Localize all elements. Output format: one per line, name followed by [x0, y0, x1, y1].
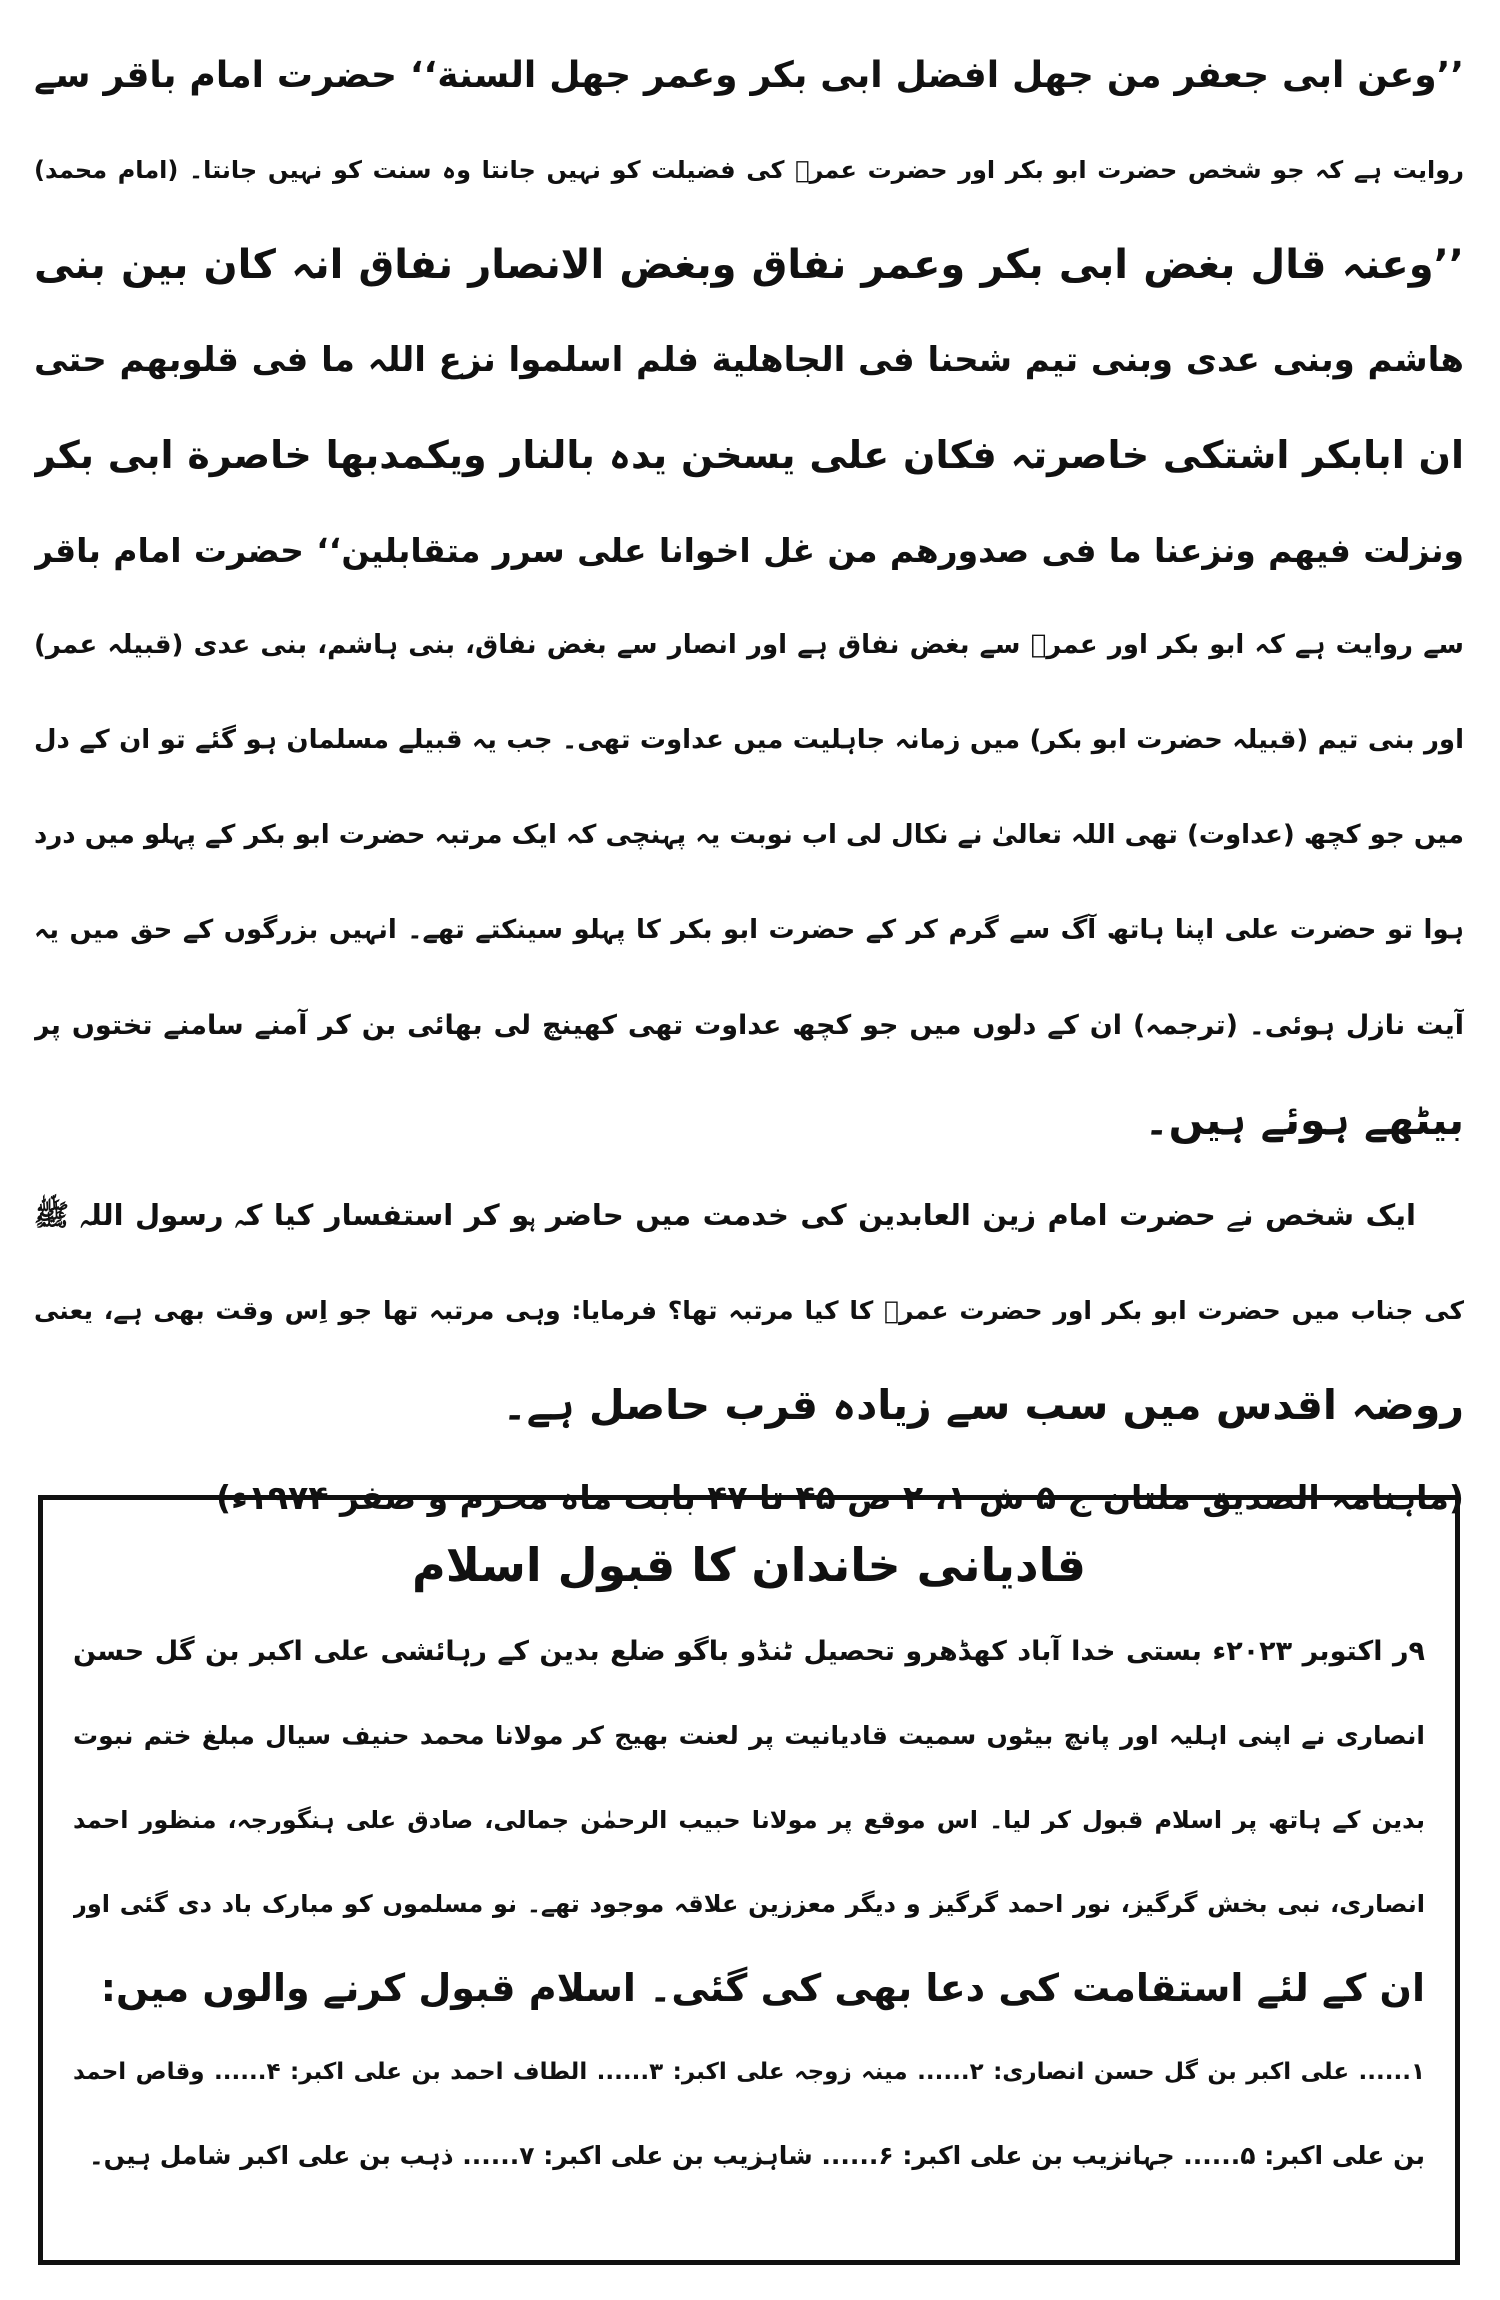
box-title: قادیانی خاندان کا قبول اسلام	[411, 1538, 1087, 1592]
box-line: ۹ر اکتوبر ۲۰۲۳ء بستی خدا آباد کھڈھرو تحصیل ٹنڈو باگو ضلع بدین کے رہائشی علی اکبر بن گل حسن	[73, 1636, 1425, 1667]
article-line: ہوا تو حضرت علی اپنا ہاتھ آگ سے گرم کر کے حضرت ابو بکر کا پہلو سینکتے تھے۔ انہیں بزرگوں کے حق میں یہ	[34, 915, 1464, 945]
article-line: اور بنی تیم (قبیلہ حضرت ابو بکر) میں زمانہ جاہلیت میں عداوت تھی۔ جب یہ قبیلے مسلمان ہو گئے تو ان کے دل	[34, 725, 1464, 755]
article-line: ’’وعن ابی جعفر من جھل افضل ابی بکر وعمر جھل السنة‘‘ حضرت امام باقر سے	[34, 55, 1464, 96]
article-line: ونزلت فیھم ونزعنا ما فی صدورھم من غل اخوانا علی سرر متقابلین‘‘ حضرت امام باقر	[34, 531, 1464, 570]
box-line: بن علی اکبر: ۵...... جہانزیب بن علی اکبر: ۶...... شاہزیب بن علی اکبر: ۷...... ذہب بن علی اکبر شامل ہیں۔	[88, 2141, 1425, 2170]
box-line: ۱...... علی اکبر بن گل حسن انصاری: ۲...... مینہ زوجہ علی اکبر: ۳...... الطاف احمد بن علی اکبر: ۴...... وقاص احمد	[73, 2059, 1425, 2085]
article-line: روایت ہے کہ جو شخص حضرت ابو بکر اور حضرت عمرؓ کی فضیلت کو نہیں جانتا وہ سنت کو نہیں جانتا۔ (امام محمد)	[34, 156, 1464, 184]
box-line: انصاری نے اپنی اہلیہ اور پانچ بیٹوں سمیت قادیانیت پر لعنت بھیج کر مولانا محمد حنیف سیال مبلغ ختم نبوت	[73, 1721, 1425, 1750]
article-line: میں جو کچھ (عداوت) تھی اللہ تعالیٰ نے نکال لی اب نوبت یہ پہنچی کہ ایک مرتبہ حضرت ابو بکر کے پہلو میں درد	[34, 820, 1464, 850]
box-line: انصاری، نبی بخش گرگیز، نور احمد گرگیز و دیگر معززین علاقہ موجود تھے۔ نو مسلموں کو مبارک باد دی گئی اور	[73, 1890, 1425, 1918]
article-line: آیت نازل ہوئی۔ (ترجمہ) ان کے دلوں میں جو کچھ عداوت تھی کھینچ لی بھائی بن کر آمنے سامنے تختوں پر	[34, 1010, 1464, 1041]
article	[34, 28, 1464, 1533]
box-line: ان کے لئے استقامت کی دعا بھی کی گئی۔ اسلام قبول کرنے والوں میں:	[100, 1966, 1425, 2010]
article-line: ایک شخص نے حضرت امام زین العابدین کی خدمت میں حاضر ہو کر استفسار کیا کہ رسول اللہ ﷺ	[34, 1198, 1416, 1232]
article-line: بیٹھے ہوئے ہیں۔	[1144, 1096, 1464, 1144]
news-box	[38, 1495, 1460, 2265]
article-line: روضہ اقدس میں سب سے زیادہ قرب حاصل ہے۔	[502, 1381, 1464, 1429]
article-line: کی جناب میں حضرت ابو بکر اور حضرت عمرؓ کا کیا مرتبہ تھا؟ فرمایا: وہی مرتبہ تھا جو اِس وقت بھی ہے، یعنی	[34, 1296, 1464, 1325]
box-line: بدین کے ہاتھ پر اسلام قبول کر لیا۔ اس موقع پر مولانا حبیب الرحمٰن جمالی، صادق علی ہنگورجہ، منظور احمد	[73, 1806, 1425, 1834]
article-line: ھاشم وبنی عدی وبنی تیم شحنا فی الجاھلیة فلم اسلموا نزع اللہ ما فی قلوبھم حتی	[34, 340, 1464, 380]
article-line: ان ابابکر اشتکی خاصرتہ فکان علی یسخن یدہ بالنار ویکمدبھا خاصرة ابی بکر	[34, 433, 1464, 477]
article-line: ’’وعنہ قال بغض ابی بکر وعمر نفاق وبغض الانصار نفاق انہ کان بین بنی	[34, 242, 1464, 288]
citation: (ماہنامہ الصدیق ملتان ج ۵ ش ۱، ۲ ص ۴۵ تا ۴۷ بابت ماہ محرم و صفر ۱۹۷۴ء)	[215, 1478, 1464, 1517]
article-line: سے روایت ہے کہ ابو بکر اور عمرؓ سے بغض نفاق ہے اور انصار سے بغض نفاق، بنی ہاشم، بنی عدی (قبیلہ عمر)	[34, 630, 1464, 660]
